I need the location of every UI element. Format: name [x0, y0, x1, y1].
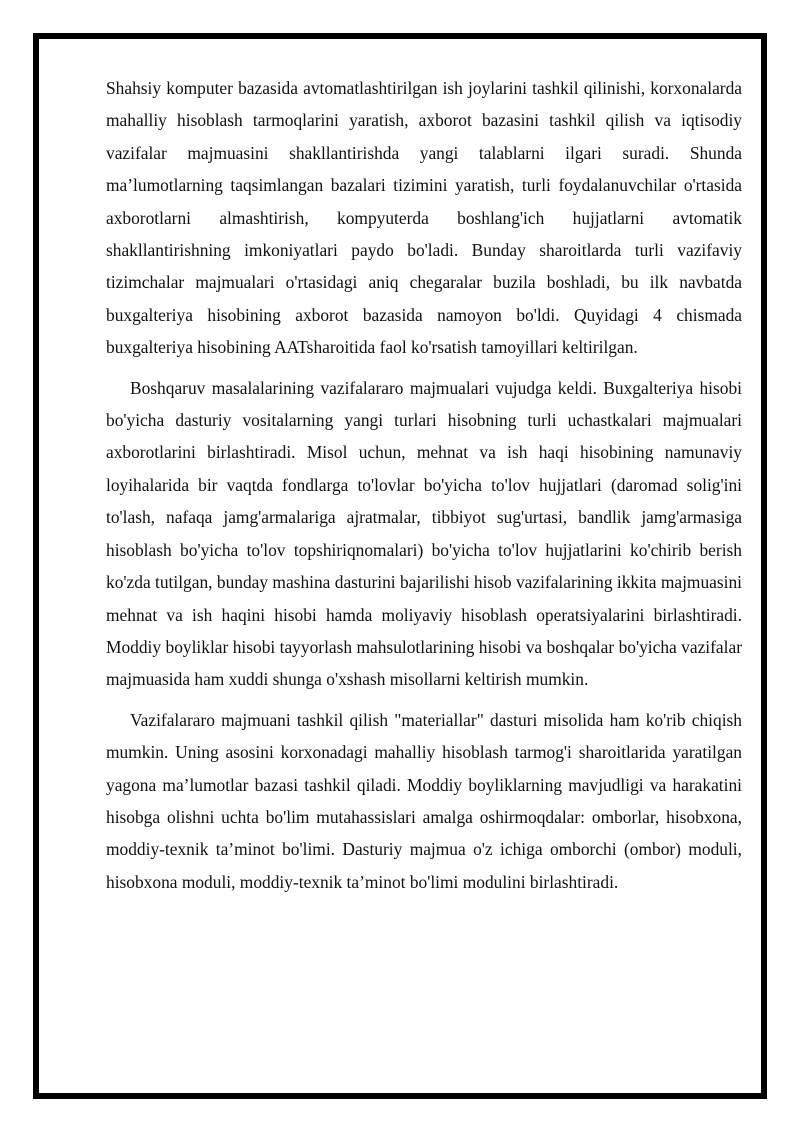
paragraph-2: Boshqaruv masalalarining vazifalararo majmualari vujudga keldi. Buxgalteriya hisobi bo'yicha dasturiy vositalarning yangi turlari hisobning turli uchastkalari majmualari axborotlarini birlashtiradi. Misol uchun, mehnat va ish haqi hisobining namunaviy loyihalarida bir vaqtda fondlarga to'lovlar bo'yicha to'lov hujjatlari (daromad solig'ini to'lash, nafaqa jamg'armalariga ajratmalar, tibbiyot sug'urtasi, bandlik jamg'armasiga hisoblash bo'yicha to'lov topshiriqnomalari) bo'yicha to'lov hujjatlarini ko'chirib berish ko'zda tutilgan, bunday mashina dasturini bajarilishi hisob vazifalarining ikkita majmuasini mehnat va ish haqini hisobi hamda moliyaviy hisoblash operatsiyalarini birlashtiradi. Moddiy boyliklar hisobi tayyorlash mahsulotlarining hisobi va boshqalar bo'yicha vazifalar majmuasida ham xuddi shunga o'xshash misollarni keltirish mumkin.: [106, 377, 742, 690]
paragraph-3: Vazifalararo majmuani tashkil qilish "materiallar" dasturi misolida ham ko'rib chiqish mumkin. Uning asosini korxonadagi mahalliy hisoblash tarmog'i sharoitlarida yaratilgan yagona ma’lumotlar bazasi tashkil qiladi. Moddiy boyliklarning mavjudligi va harakatini hisobga olishni uchta bo'lim mutahassislari amalga oshirmoqdalar: omborlar, hisobxona, moddiy-texnik ta’minot bo'limi. Dasturiy majmua o'z ichiga omborchi (ombor) moduli, hisobxona moduli, moddiy-texnik ta’minot bo'limi modulini birlashtiradi.: [106, 709, 742, 892]
document-body: [106, 72, 742, 906]
paragraph-1: Shahsiy komputer bazasida avtomatlashtirilgan ish joylarini tashkil qilinishi, korxonalarda mahalliy hisoblash tarmoqlarini yaratish, axborot bazasini tashkil qilish va iqtisodiy vazifalar majmuasini shakllantirishda yangi talablarni ilgari suradi. Shunda ma’lumotlarning taqsimlangan bazalari tizimini yaratish, turli foydalanuvchilar o'rtasida axborotlarni almashtirish, kompyuterda boshlang'ich hujjatlarni avtomatik shakllantirishning imkoniyatlari paydo bo'ladi. Bunday sharoitlarda turli vazifaviy tizimchalar majmualari o'rtasidagi aniq chegaralar buzila boshladi, bu ilk navbatda buxgalteriya hisobining axborot bazasida namoyon bo'ldi. Quyidagi 4 chismada buxgalteriya hisobining AATsharoitida faol ko'rsatish tamoyillari keltirilgan.: [106, 78, 742, 358]
